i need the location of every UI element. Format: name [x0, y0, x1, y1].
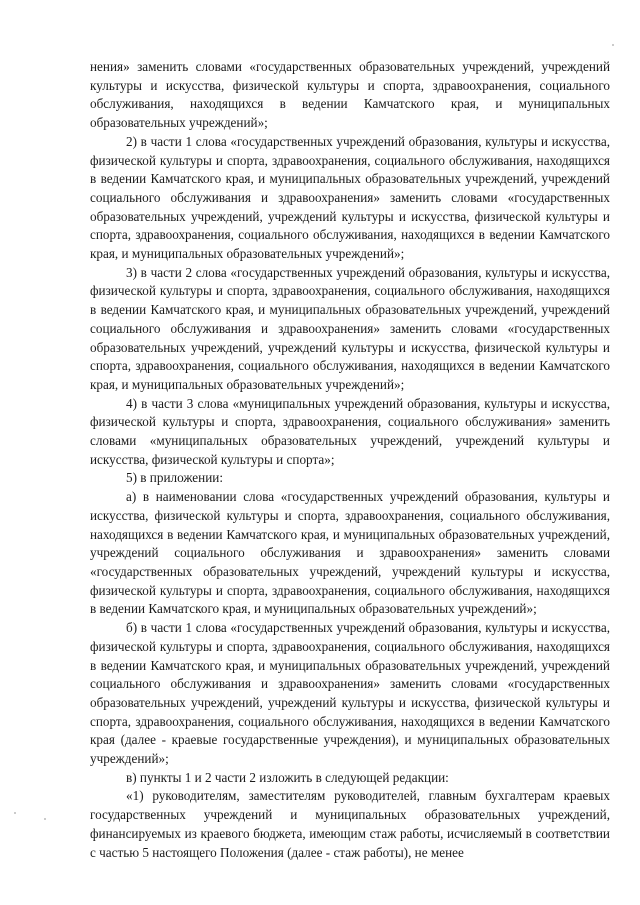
paragraph-9: «1) руководителям, заместителям руководителей, главным бухгалтерам краевых государственных учреждений и муниципальных образовательных учреждений, финансируемых из краевого бюджета, имеющим стаж работы, исчисляемый в соответствии с частью 5 настоящего Положения (далее - стаж работы), не менее — [90, 788, 610, 860]
paragraph-1: нения» заменить словами «государственных образовательных учреждений, учреждений культуры и искусства, физической культуры и спорта, здравоохранения, социального обслуживания, находящихся в ведении Камчатского края, и муниципальных образовательных учреждений»; — [90, 59, 610, 131]
scan-speck — [14, 812, 16, 814]
paragraph-7: б) в части 1 слова «государственных учреждений образования, культуры и искусства, физической культуры и спорта, здравоохранения, социального обслуживания, находящихся в ведении Камчатского края, и муниципальных образовательных учреждений, учреждений социального обслуживания и здравоохранения» заменить словами «государственных образовательных учреждений, учреждений культуры и искусства, физической культуры и спорта, здравоохранения, социального обслуживания, находящихся в ведении Камчатского края (далее - краевые государственные учреждения), и муниципальных образовательных учреждений»; — [90, 620, 610, 767]
paragraph-3: 3) в части 2 слова «государственных учреждений образования, культуры и искусства, физической культуры и спорта, здравоохранения, социального обслуживания, находящихся в ведении Камчатского края, и муниципальных образовательных учреждений, учреждений социального обслуживания и здравоохранения» заменить словами «государственных образовательных учреждений, учреждений культуры и искусства, физической культуры и спорта, здравоохранения, социального обслуживания, находящихся в ведении Камчатского края, и муниципальных образовательных учреждений»; — [90, 264, 610, 392]
paragraph-5: 5) в приложении: — [126, 470, 223, 486]
paragraph-8: в) пункты 1 и 2 части 2 изложить в следующей редакции: — [126, 769, 449, 785]
scan-speck — [612, 44, 614, 46]
paragraph-2: 2) в части 1 слова «государственных учреждений образования, культуры и искусства, физической культуры и спорта, здравоохранения, социального обслуживания, находящихся в ведении Камчатского края, и муниципальных образовательных учреждений, учреждений социального обслуживания и здравоохранения» заменить словами «государственных образовательных учреждений, учреждений культуры и искусства, физической культуры и спорта, здравоохранения, социального обслуживания, находящихся в ведении Камчатского края, и муниципальных образовательных учреждений»; — [90, 133, 610, 262]
paragraph-6: а) в наименовании слова «государственных учреждений образования, культуры и искусства, физической культуры и спорта, здравоохранения, социального обслуживания, находящихся в ведении Камчатского края, и муниципальных образовательных учреждений, учреждений социального обслуживания и здравоохранения» заменить словами «государственных образовательных учреждений, учреждений культуры и искусства, физической культуры и спорта, здравоохранения, социального обслуживания, находящихся в ведении Камчатского края, и муниципальных образовательных учреждений»; — [90, 489, 610, 617]
scan-speck — [44, 818, 46, 820]
paragraph-4: 4) в части 3 слова «муниципальных учреждений образования, культуры и искусства, физической культуры и спорта, здравоохранения, социального обслуживания» заменить словами «муниципальных образовательных учреждений, учреждений культуры и искусства, физической культуры и спорта»; — [90, 395, 610, 467]
